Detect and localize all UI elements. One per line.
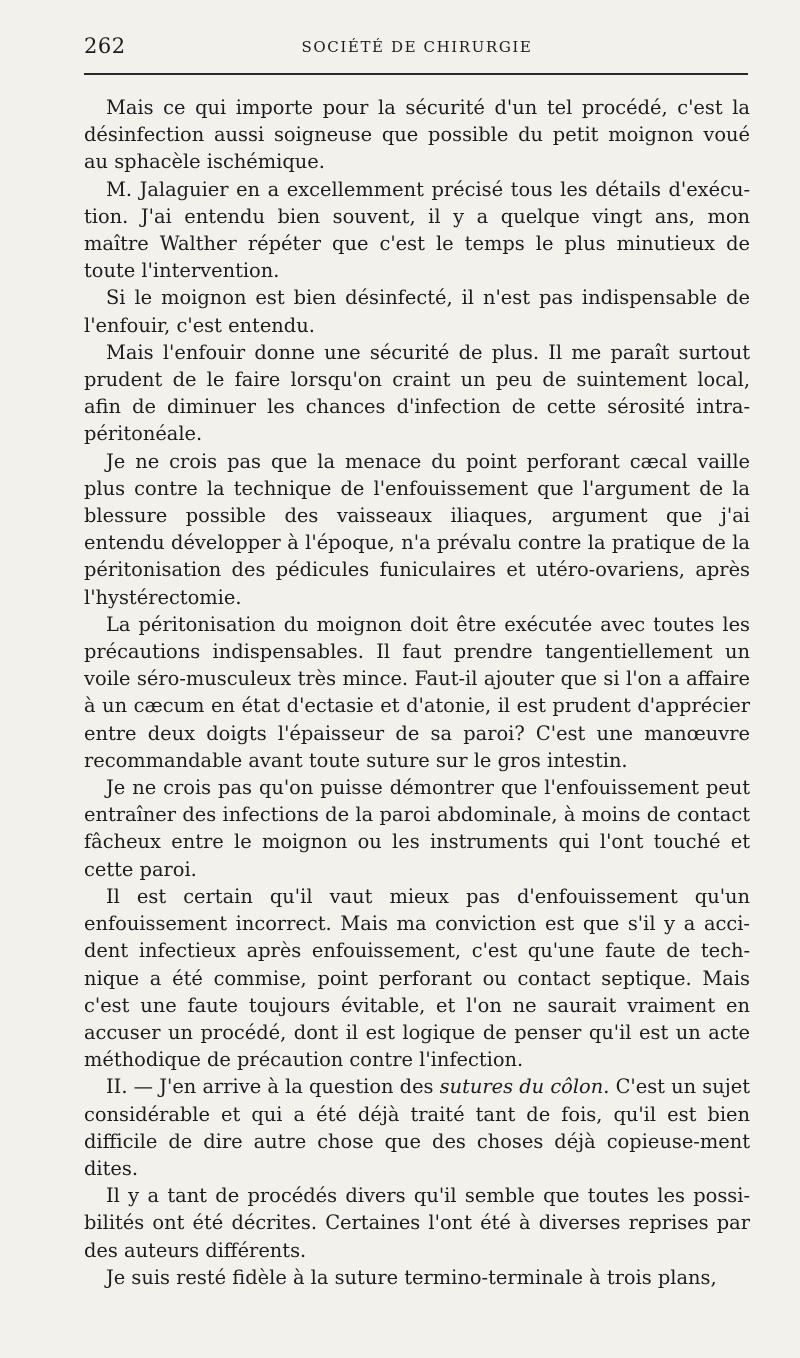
paragraph-9-rest: . C'est un sujet considérable et qui a été déjà traité tant de fois, qu'il est bien difficile de dire autre chose que des choses déjà copieuse-ment dites. xyxy=(84,1075,750,1180)
paragraph-1: Mais ce qui importe pour la sécurité d'un tel procédé, c'est la désinfection aussi soigneuse que possible du petit moignon voué au sphacèle ischémique. xyxy=(84,96,750,174)
paragraph-4: Mais l'enfouir donne une sécurité de plus. Il me paraît surtout prudent de le faire lorsqu'on craint un peu de suintement local, afin de diminuer les chances d'infection de cette sérosité intra-péritonéale. xyxy=(84,340,750,446)
paragraph-9-lead: II. — J'en arrive à la question des xyxy=(106,1075,440,1099)
paragraph-3: Si le moignon est bien désinfecté, il n'est pas indispensable de l'enfouir, c'est entendu. xyxy=(84,286,750,337)
paragraph-2: M. Jalaguier en a excellemment précisé tous les détails d'exécu-tion. J'ai entendu bien souvent, il y a quelque vingt ans, mon maître Walther répéter que c'est le temps le plus minutieux de toute l'intervention. xyxy=(84,177,750,283)
page-number: 262 xyxy=(84,34,126,58)
paragraph-6: La péritonisation du moignon doit être exécutée avec toutes les précautions indispensables. Il faut prendre tangentiellement un voile séro-musculeux très mince. Faut-il ajouter que si l'on a affaire à un cæcum en état d'ectasie et d'atonie, il est prudent d'apprécier entre deux doigts l'épaisseur de sa paroi? C'est une manœuvre recommandable avant toute suture sur le gros intestin. xyxy=(84,612,750,772)
running-title: SOCIÉTÉ DE CHIRURGIE xyxy=(301,38,533,56)
paragraph-11: Je suis resté fidèle à la suture termino-terminale à trois plans, xyxy=(106,1265,717,1289)
body-text xyxy=(84,94,750,1291)
paragraph-5: Je ne crois pas que la menace du point perforant cæcal vaille plus contre la technique de l'enfouissement que l'argument de la blessure possible des vaisseaux iliaques, argument que j'ai entendu développer à l'époque, n'a prévalu contre la pratique de la péritonisation des pédicules funiculaires et utéro-ovariens, après l'hystérectomie. xyxy=(84,449,750,609)
header-divider xyxy=(84,73,748,75)
paragraph-8: Il est certain qu'il vaut mieux pas d'enfouissement qu'un enfouissement incorrect. Mais ma conviction est que s'il y a acci-dent infectieux après enfouissement, c'est qu'une faute de tech-nique a été commise, point perforant ou contact septique. Mais c'est une faute toujours évitable, et l'on ne saurait vraiment en accuser un procédé, dont il est logique de penser qu'il est un acte méthodique de précaution contre l'infection. xyxy=(84,884,750,1072)
paragraph-9 xyxy=(84,1073,750,1182)
page-header xyxy=(84,34,750,62)
paragraph-10: Il y a tant de procédés divers qu'il semble que toutes les possi-bilités ont été décrites. Certaines l'ont été à diverses reprises par des auteurs différents. xyxy=(84,1184,750,1262)
italic-term: sutures du côlon xyxy=(439,1075,604,1099)
paragraph-7: Je ne crois pas qu'on puisse démontrer que l'enfouissement peut entraîner des infections de la paroi abdominale, à moins de contact fâcheux entre le moignon ou les instruments qui l'ont touché et cette paroi. xyxy=(84,776,750,881)
